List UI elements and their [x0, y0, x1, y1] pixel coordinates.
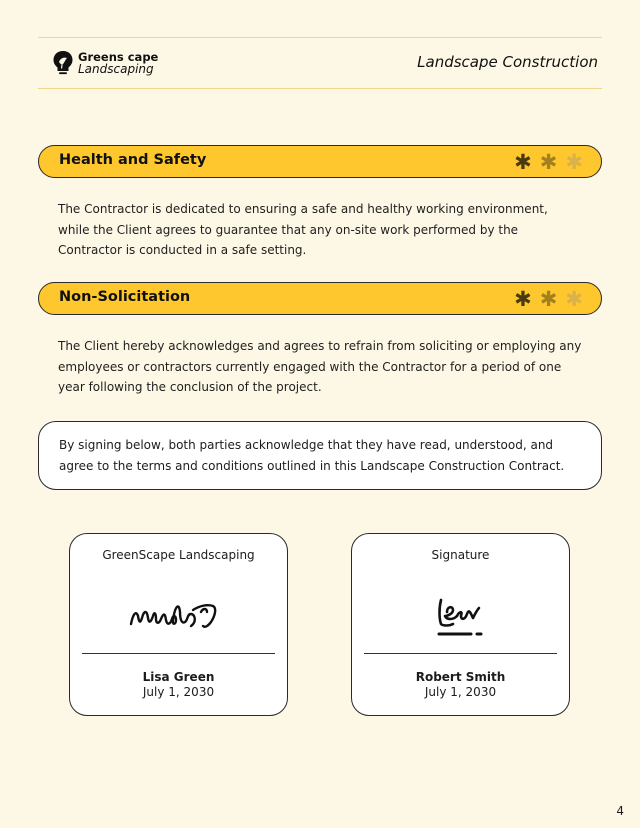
asterisk-icon: ✱ [565, 150, 583, 174]
section-bar-health-safety [38, 145, 602, 178]
signature-card-client [351, 533, 570, 716]
section-heading: Health and Safety [59, 152, 207, 168]
asterisk-decoration [514, 287, 583, 311]
asterisk-icon: ✱ [514, 287, 532, 311]
signature-card-label: Signature [431, 548, 490, 562]
logo-name: Greens cape [78, 49, 159, 64]
signer-name: Robert Smith [415, 670, 506, 684]
handwritten-signature [127, 592, 231, 634]
signer-name: Lisa Green [142, 670, 215, 684]
asterisk-icon: ✱ [539, 287, 558, 311]
acknowledgement-box: By signing below, both parties acknowledge that they have read, understood, and agree to the terms and conditions outlined in this Landscape Construction Contract. [38, 421, 602, 490]
lightbulb-logo-icon [52, 50, 74, 76]
signature-line [364, 653, 557, 654]
page-number: 4 [616, 804, 624, 818]
asterisk-decoration [514, 150, 583, 174]
header-top-rule [38, 37, 602, 38]
asterisk-icon: ✱ [565, 287, 583, 311]
signature-card-contractor [69, 533, 288, 716]
asterisk-icon: ✱ [539, 150, 558, 174]
signature-line [82, 653, 275, 654]
handwritten-signature [431, 592, 491, 640]
company-logo [52, 50, 158, 76]
section-body: The Contractor is dedicated to ensuring a safe and healthy working environment, while the Client agrees to guarantee that any on-site work performed by the Contractor is conducted in a safe setting. [58, 202, 548, 257]
logo-subtitle: Landscaping [78, 61, 154, 76]
document-title: Landscape Construction [417, 53, 598, 71]
signature-card-label: GreenScape Landscaping [102, 548, 255, 562]
header-bottom-rule [38, 88, 602, 89]
asterisk-icon: ✱ [514, 150, 532, 174]
section-heading: Non-Solicitation [59, 289, 191, 305]
signature-date: July 1, 2030 [142, 685, 215, 699]
section-bar-non-solicitation [38, 282, 602, 315]
signature-date: July 1, 2030 [424, 685, 497, 699]
section-body: The Client hereby acknowledges and agrees to refrain from soliciting or employing any employees or contractors currently engaged with the Contractor for a period of one year following the conclusion of the project. [58, 339, 582, 394]
